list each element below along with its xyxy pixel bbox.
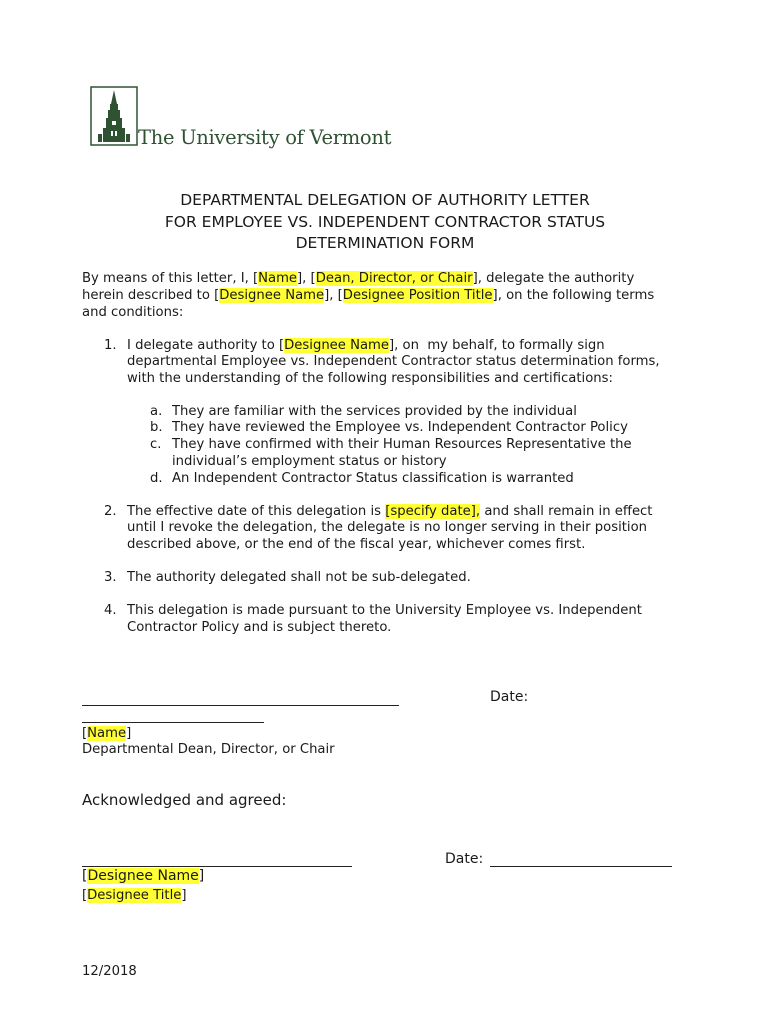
designee-title-placeholder[interactable]: Designee Title: [87, 888, 182, 903]
signer-role: Departmental Dean, Director, or Chair: [82, 742, 335, 757]
date-placeholder[interactable]: [specify date],: [385, 504, 481, 519]
sub-item-letter: c.: [150, 437, 162, 452]
sub-item-text: They are familiar with the services provided by the individual: [172, 404, 577, 419]
sub-item-letter: b.: [150, 420, 163, 435]
designee-title: [Designee Title]: [82, 888, 187, 903]
dean-placeholder[interactable]: Dean, Director, or Chair: [315, 271, 473, 286]
sub-item-letter: d.: [150, 471, 163, 486]
title-line-3: DETERMINATION FORM: [295, 234, 475, 252]
date-line[interactable]: [490, 866, 672, 867]
item-3-text: The authority delegated shall not be sub-delegated.: [127, 570, 471, 585]
item-4-line-2: Contractor Policy and is subject thereto.: [127, 620, 392, 635]
name-line[interactable]: [82, 722, 264, 723]
item-number: 4.: [104, 603, 117, 618]
sub-item-letter: a.: [150, 404, 163, 419]
item-1-line-3: with the understanding of the following responsibilities and certifications:: [127, 371, 613, 386]
sub-item-text: An Independent Contractor Status classification is warranted: [172, 471, 574, 486]
item-2-line-2: until I revoke the delegation, the delegate is no longer serving in their position: [127, 520, 647, 535]
date-label: Date:: [445, 851, 484, 867]
date-label: Date:: [490, 689, 529, 705]
name-placeholder[interactable]: Name: [87, 726, 127, 741]
name-placeholder[interactable]: Name: [258, 271, 298, 286]
intro-line-1: By means of this letter, I, [Name], [Dean, Director, or Chair], delegate the authority: [82, 271, 635, 286]
intro-line-3: and conditions:: [82, 305, 184, 320]
designee-name: [Designee Name]: [82, 868, 205, 884]
designee-name-placeholder[interactable]: Designee Name: [284, 338, 389, 353]
sub-item-text: They have reviewed the Employee vs. Independent Contractor Policy: [172, 420, 628, 435]
revision-date: 12/2018: [82, 964, 137, 979]
title-line-2: FOR EMPLOYEE VS. INDEPENDENT CONTRACTOR STATUS: [164, 213, 606, 231]
signature-line[interactable]: [82, 705, 399, 706]
tower-emblem-icon: [90, 86, 140, 148]
item-number: 2.: [104, 504, 117, 519]
sub-item-text: They have confirmed with their Human Resources Representative the: [172, 437, 632, 452]
university-name: The University of Vermont: [138, 126, 392, 149]
designee-signature-line[interactable]: [82, 866, 352, 867]
designee-name-placeholder[interactable]: Designee Name: [87, 868, 199, 884]
title-line-1: DEPARTMENTAL DELEGATION OF AUTHORITY LETTER: [180, 191, 590, 209]
designee-name-placeholder[interactable]: Designee Name: [219, 288, 325, 303]
intro-line-2: herein described to [Designee Name], [Designee Position Title], on the following terms: [82, 288, 655, 303]
designee-title-placeholder[interactable]: Designee Position Title: [342, 288, 493, 303]
item-number: 3.: [104, 570, 117, 585]
item-2-line-3: described above, or the end of the fiscal year, whichever comes first.: [127, 537, 586, 552]
item-number: 1.: [104, 338, 117, 353]
item-2-line-1: The effective date of this delegation is [specify date], and shall remain in effect: [127, 504, 653, 519]
item-4-line-1: This delegation is made pursuant to the University Employee vs. Independent: [127, 603, 642, 618]
sub-item-text-cont: individual’s employment status or history: [172, 454, 447, 469]
acknowledged-heading: Acknowledged and agreed:: [82, 791, 287, 809]
signer-name: [Name]: [82, 726, 132, 741]
item-1-line-2: departmental Employee vs. Independent Contractor status determination forms,: [127, 354, 660, 369]
item-1-line-1: I delegate authority to [Designee Name], on my behalf, to formally sign: [127, 338, 605, 353]
